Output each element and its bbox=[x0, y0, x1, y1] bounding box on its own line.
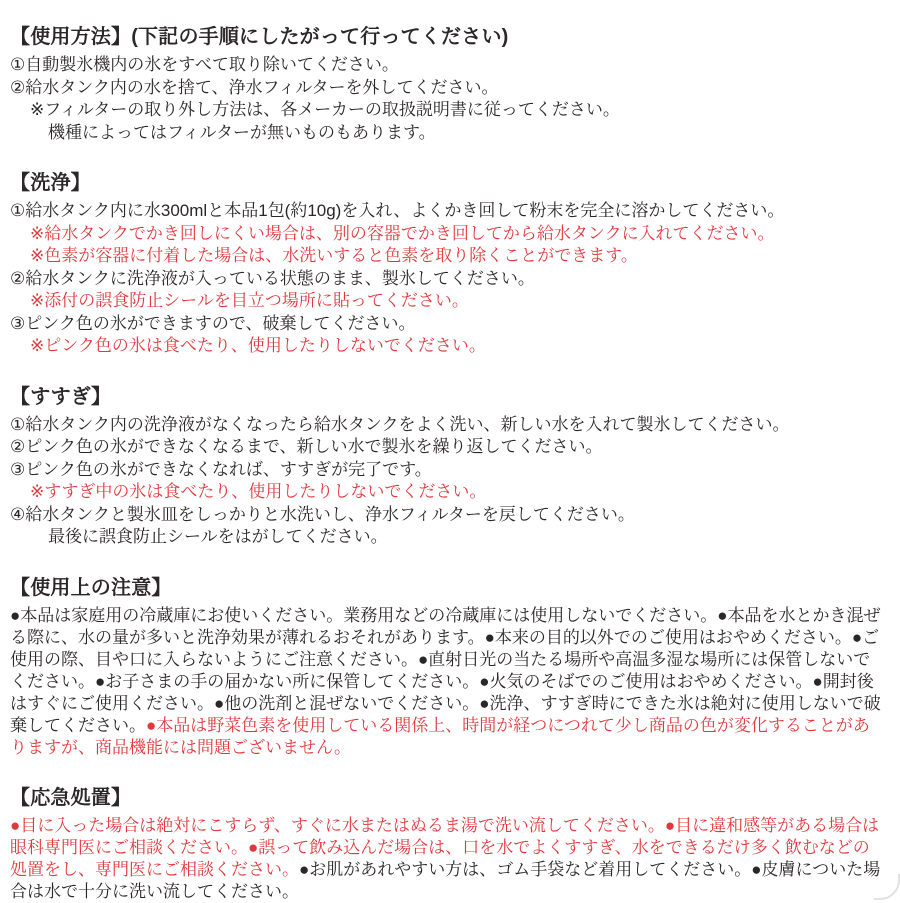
wash-warning-3: ※添付の誤食防止シールを目立つ場所に貼ってください。 bbox=[30, 291, 469, 310]
wash-step-3: ③ピンク色の氷ができますので、破棄してください。 bbox=[10, 313, 416, 333]
rinse-step-4-cont: 最後に誤食防止シールをはがしてください。 bbox=[48, 527, 388, 546]
caution-text-red: ●本品は野菜色素を使用している関係上、時間が経つにつれて少し商品の色が変化することがありますが、商品機能には問題ございません。 bbox=[10, 715, 870, 757]
caution-paragraph bbox=[10, 605, 886, 759]
section-rinse-heading: 【すすぎ】 bbox=[10, 385, 112, 408]
section-usage bbox=[10, 26, 886, 144]
rinse-step-2: ②ピンク色の氷ができなくなるまで、新しい水で製氷を繰り返してください。 bbox=[10, 437, 603, 456]
rinse-step-1: ①給水タンク内の洗浄液がなくなったら給水タンクをよく洗い、新しい水を入れて製氷してください。 bbox=[10, 414, 790, 434]
firstaid-text-red: ●目に入った場合は絶対にこすらず、すぐに水またはぬるま湯で洗い流してください。●目に違和感等がある場合は眼科専門医にご相談ください。●誤って飲み込んだ場合は、口を水でよくすすぎ、水をできるだけ多く飲むなどの処置をし、専門医にご相談ください。 bbox=[10, 815, 880, 879]
usage-note-2: 機種によってはフィルターが無いものもあります。 bbox=[48, 122, 436, 142]
section-firstaid-heading: 【応急処置】 bbox=[10, 786, 132, 809]
firstaid-paragraph bbox=[10, 815, 886, 903]
section-wash-heading: 【洗浄】 bbox=[10, 172, 91, 194]
section-rinse bbox=[10, 386, 886, 549]
section-usage-heading: 【使用方法】(下記の手順にしたがって行ってください) bbox=[10, 26, 509, 48]
section-caution-heading: 【使用上の注意】 bbox=[10, 576, 172, 599]
usage-note-1: ※フィルターの取り外し方法は、各メーカーの取扱説明書に従ってください。 bbox=[30, 100, 620, 119]
usage-step-2: ②給水タンク内の水を捨て、浄水フィルターを外してください。 bbox=[10, 77, 499, 97]
rinse-warning-1: ※すすぎ中の氷は食べたり、使用したりしないでください。 bbox=[30, 482, 487, 501]
wash-step-2: ②給水タンクに洗浄液が入っている状態のまま、製氷してください。 bbox=[10, 268, 535, 288]
usage-step-1: ①自動製氷機内の氷をすべて取り除いてください。 bbox=[10, 55, 399, 74]
wash-warning-2: ※色素が容器に付着した場合は、水洗いすると色素を取り除くことができます。 bbox=[30, 246, 638, 265]
section-caution bbox=[10, 577, 886, 759]
firstaid-text-black: ●お肌があれやすい方は、ゴム手袋など着用してください。●皮膚についた場合は水で十分に洗い流してください。 bbox=[10, 859, 881, 901]
section-firstaid bbox=[10, 787, 886, 903]
section-wash bbox=[10, 172, 886, 358]
rinse-step-4: ④給水タンクと製氷皿をしっかりと水洗いし、浄水フィルターを戻してください。 bbox=[10, 504, 635, 524]
caution-text-black: ●本品は家庭用の冷蔵庫にお使いください。業務用などの冷蔵庫には使用しないでください。●本品を水とかき混ぜる際に、水の量が多いと洗浄効果が薄れるおそれがあります。●本来の目的以外でのご使用はおやめください。●ご使用の際、目や口に入らないようにご注意ください。●直射日光の当たる場所や高温多湿な場所には保管しないでください。●お子さまの手の届かない所に保管してください。●火気のそばでのご使用はおやめください。●開封後はすぐにご使用ください。●他の洗剤と混ぜないでください。●洗浄、すすぎ時にできた氷は絶対に使用しないで破棄してください。 bbox=[10, 605, 881, 735]
wash-step-1: ①給水タンク内に水300mlと本品1包(約10g)を入れ、よくかき回して粉末を完全に溶かしてください。 bbox=[10, 201, 785, 220]
rinse-step-3: ③ピンク色の氷ができなくなれば、すすぎが完了です。 bbox=[10, 459, 432, 479]
wash-warning-4: ※ピンク色の氷は食べたり、使用したりしないでください。 bbox=[30, 336, 486, 355]
wash-warning-1: ※給水タンクでかき回しにくい場合は、別の容器でかき回してから給水タンクに入れてください。 bbox=[30, 223, 775, 243]
